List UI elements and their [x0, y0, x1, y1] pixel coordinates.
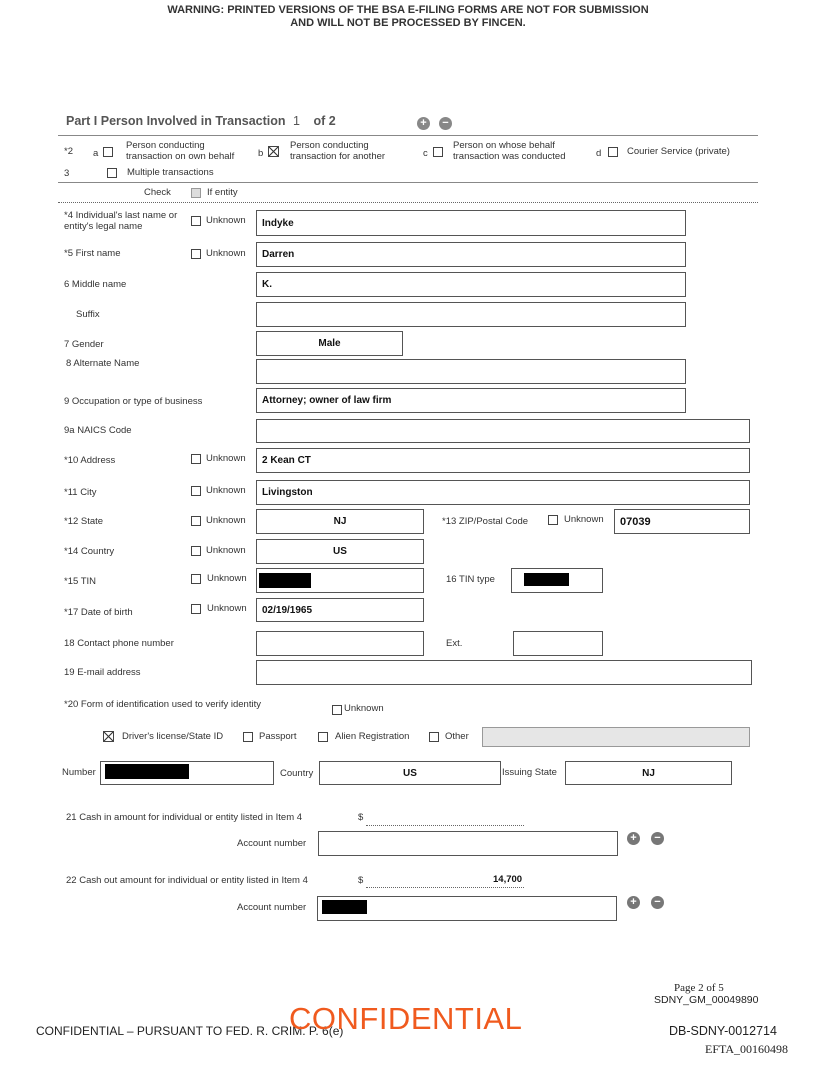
tin-type-redaction — [524, 573, 569, 586]
cash-in-currency: $ — [358, 812, 364, 823]
item3-text: Multiple transactions — [127, 167, 214, 178]
item2-d-letter: d — [596, 148, 602, 159]
zip-label: *13 ZIP/Postal Code — [442, 516, 529, 527]
confidential-stamp: CONFIDENTIAL — [289, 1001, 523, 1036]
gender-label: 7 Gender — [64, 339, 104, 350]
country-label: *14 Country — [64, 546, 115, 557]
id-number-redaction — [105, 764, 189, 779]
first-name-field[interactable]: Darren — [256, 242, 686, 267]
email-label: 19 E-mail address — [64, 667, 141, 678]
phone-field[interactable] — [256, 631, 424, 656]
tin-redaction — [259, 573, 311, 588]
item2-c-text: Person on whose behalf transaction was conducted — [453, 140, 566, 162]
cash-out-account-redaction — [322, 900, 367, 914]
dob-unknown-label: Unknown — [207, 603, 247, 614]
item2-a-text: Person conducting transaction on own behalf — [126, 140, 235, 162]
part-top-rule — [58, 135, 758, 136]
phone-label: 18 Contact phone number — [64, 638, 174, 649]
email-field[interactable] — [256, 660, 752, 685]
tin-field[interactable] — [256, 568, 424, 593]
middle-name-field[interactable]: K. — [256, 272, 686, 297]
drivers-license-checkbox-checked[interactable] — [103, 731, 114, 742]
remove-part-icon[interactable]: − — [439, 117, 452, 130]
country-field[interactable]: US — [256, 539, 424, 564]
tin-unknown-label: Unknown — [207, 573, 247, 584]
zip-unknown-label: Unknown — [564, 514, 604, 525]
if-entity-checkbox[interactable] — [191, 188, 201, 198]
last-name-unknown-label: Unknown — [206, 215, 246, 226]
warning-line-2: AND WILL NOT BE PROCESSED BY FINCEN. — [290, 17, 526, 29]
address-label: *10 Address — [64, 455, 116, 466]
item3-rule — [58, 182, 758, 183]
identification-unknown-checkbox[interactable] — [332, 705, 342, 715]
cash-out-account-label: Account number — [237, 902, 307, 913]
sdny-gm-number: SDNY_GM_00049890 — [654, 994, 759, 1006]
last-name-label: *4 Individual's last name or entity's legal name — [64, 210, 178, 232]
if-entity-label: If entity — [207, 187, 238, 198]
first-name-unknown-checkbox[interactable] — [191, 249, 201, 259]
city-unknown-checkbox[interactable] — [191, 486, 201, 496]
alt-name-field[interactable] — [256, 359, 686, 384]
part-of-label: of 2 — [313, 114, 336, 128]
other-label: Other — [445, 731, 469, 742]
id-country-label: Country — [280, 768, 314, 779]
city-label: *11 City — [64, 487, 97, 498]
item3-checkbox[interactable] — [107, 168, 117, 178]
gender-field[interactable]: Male — [256, 331, 403, 356]
ext-label: Ext. — [446, 638, 463, 649]
ext-field[interactable] — [513, 631, 603, 656]
id-number-field[interactable] — [100, 761, 274, 785]
occupation-field[interactable]: Attorney; owner of law firm — [256, 388, 686, 413]
page-number: Page 2 of 5 — [674, 982, 724, 994]
part-title — [66, 114, 336, 128]
state-unknown-checkbox[interactable] — [191, 516, 201, 526]
add-cash-in-account-icon[interactable]: + — [627, 832, 640, 845]
issuing-state-label: Issuing State — [502, 767, 557, 778]
city-unknown-label: Unknown — [206, 485, 246, 496]
suffix-field[interactable] — [256, 302, 686, 327]
alien-registration-checkbox[interactable] — [318, 732, 328, 742]
part-title-text: Part I Person Involved in Transaction — [66, 114, 286, 128]
zip-field[interactable]: 07039 — [614, 509, 750, 534]
entity-check-label: Check — [144, 187, 171, 198]
part-number: 1 — [293, 114, 300, 128]
passport-label: Passport — [259, 731, 297, 742]
dob-label: *17 Date of birth — [64, 607, 133, 618]
last-name-unknown-checkbox[interactable] — [191, 216, 201, 226]
cash-in-amount-line[interactable] — [366, 825, 524, 826]
item3-label: 3 — [64, 168, 70, 179]
confidential-notice: CONFIDENTIAL – PURSUANT TO FED. R. CRIM. P. 6(e) — [36, 1024, 344, 1038]
passport-checkbox[interactable] — [243, 732, 253, 742]
naics-field[interactable] — [256, 419, 750, 443]
item2-c-letter: c — [423, 148, 428, 159]
naics-label: 9a NAICS Code — [64, 425, 132, 436]
address-field[interactable]: 2 Kean CT — [256, 448, 750, 473]
dob-field[interactable]: 02/19/1965 — [256, 598, 424, 622]
item2-b-checkbox-checked[interactable] — [268, 146, 279, 157]
tin-unknown-checkbox[interactable] — [191, 574, 201, 584]
cash-out-currency: $ — [358, 875, 364, 886]
identification-label: *20 Form of identification used to verify identity — [64, 699, 261, 710]
item2-b-letter: b — [258, 148, 264, 159]
first-name-label: *5 First name — [64, 248, 121, 259]
tin-type-field[interactable] — [511, 568, 603, 593]
entity-rule — [58, 202, 758, 203]
drivers-license-label: Driver's license/State ID — [122, 731, 224, 742]
item2-b-text: Person conducting transaction for another — [290, 140, 386, 162]
cash-out-label: 22 Cash out amount for individual or entity listed in Item 4 — [66, 875, 308, 886]
middle-name-label: 6 Middle name — [64, 279, 127, 290]
suffix-label: Suffix — [76, 309, 100, 320]
item2-d-checkbox[interactable] — [608, 147, 618, 157]
last-name-field[interactable]: Indyke — [256, 210, 686, 236]
occupation-label: 9 Occupation or type of business — [64, 396, 203, 407]
cash-in-label: 21 Cash in amount for individual or entity listed in Item 4 — [66, 812, 303, 823]
add-part-icon[interactable]: + — [417, 117, 430, 130]
id-number-label: Number — [62, 767, 96, 778]
tin-type-label: 16 TIN type — [446, 574, 495, 585]
issuing-state-field[interactable]: NJ — [565, 761, 732, 785]
state-field[interactable]: NJ — [256, 509, 424, 534]
state-unknown-label: Unknown — [206, 515, 246, 526]
other-checkbox[interactable] — [429, 732, 439, 742]
other-description-field[interactable] — [482, 727, 750, 747]
address-unknown-label: Unknown — [206, 453, 246, 464]
add-cash-out-account-icon[interactable]: + — [627, 896, 640, 909]
db-sdny-number: DB-SDNY-0012714 — [669, 1024, 777, 1038]
city-field[interactable]: Livingston — [256, 480, 750, 505]
item2-a-checkbox[interactable] — [103, 147, 113, 157]
cash-out-amount-line[interactable] — [366, 887, 524, 888]
id-country-field[interactable]: US — [319, 761, 501, 785]
cash-out-amount: 14,700 — [493, 874, 523, 885]
alien-registration-label: Alien Registration — [335, 731, 410, 742]
dob-unknown-checkbox[interactable] — [191, 604, 201, 614]
warning-line-1: WARNING: PRINTED VERSIONS OF THE BSA E-FILING FORMS ARE NOT FOR SUBMISSION — [167, 4, 649, 16]
remove-cash-out-account-icon[interactable]: − — [651, 896, 664, 909]
country-unknown-checkbox[interactable] — [191, 546, 201, 556]
tin-label: *15 TIN — [64, 576, 97, 587]
cash-in-account-label: Account number — [237, 838, 307, 849]
state-label: *12 State — [64, 516, 104, 527]
cash-in-account-field[interactable] — [318, 831, 618, 856]
item2-d-text: Courier Service (private) — [627, 146, 730, 157]
item2-c-checkbox[interactable] — [433, 147, 443, 157]
item2-label: *2 — [64, 146, 73, 157]
zip-unknown-checkbox[interactable] — [548, 515, 558, 525]
cash-out-account-field[interactable] — [317, 896, 617, 921]
item2-a-letter: a — [93, 148, 99, 159]
efta-number: EFTA_00160498 — [705, 1042, 789, 1056]
remove-cash-in-account-icon[interactable]: − — [651, 832, 664, 845]
identification-unknown-label: Unknown — [344, 703, 384, 714]
address-unknown-checkbox[interactable] — [191, 454, 201, 464]
country-unknown-label: Unknown — [206, 545, 246, 556]
first-name-unknown-label: Unknown — [206, 248, 246, 259]
alt-name-label: 8 Alternate Name — [66, 358, 140, 369]
